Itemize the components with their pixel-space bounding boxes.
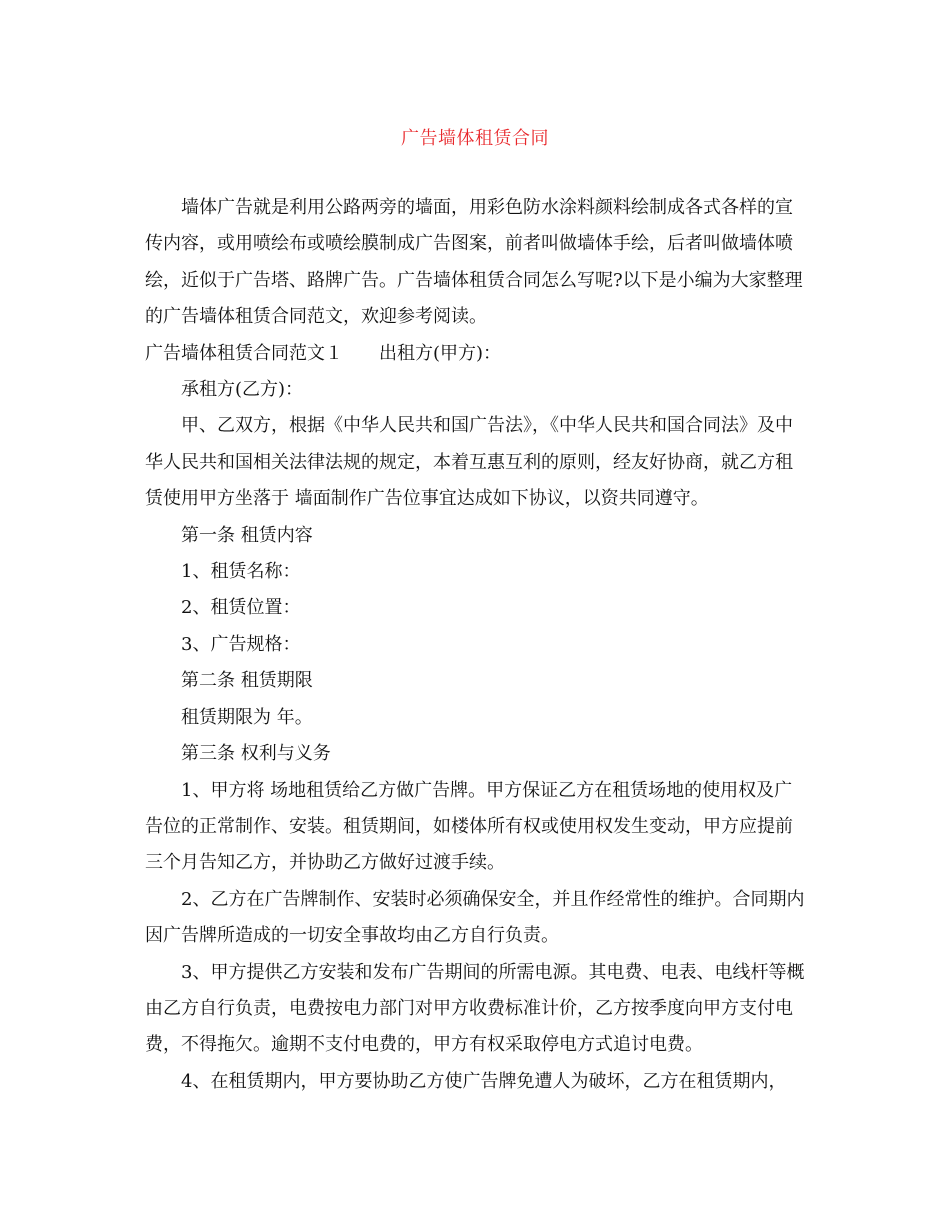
article-3-title: 第三条 权利与义务 bbox=[181, 743, 331, 765]
article-3-duty-1: 1、甲方将 场地租赁给乙方做广告牌。甲方保证乙方在租赁场地的使用权及广告位的正常制作、安装。租赁期间，如楼体所有权或使用权发生变动，甲方应提前三个月告知乙方，并协助乙方做好过渡手续。 bbox=[145, 779, 793, 874]
article-1-item-2: 2、租赁位置： bbox=[181, 597, 301, 619]
lessor-label: 出租方(甲方)： bbox=[379, 342, 502, 364]
document-body bbox=[145, 190, 810, 1100]
article-3-duty-3: 3、甲方提供乙方安装和发布广告期间的所需电源。其电费、电表、电线杆等概由乙方自行负责，电费按电力部门对甲方收费标准计价，乙方按季度向甲方支付电费，不得拖欠。逾期不支付电费的，甲方有权采取停电方式追讨电费。 bbox=[145, 961, 805, 1056]
document-title: 广告墙体租赁合同 bbox=[401, 128, 549, 149]
lessee-label: 承租方(乙方)： bbox=[181, 379, 304, 401]
sample-heading: 广告墙体租赁合同范文１ bbox=[145, 342, 343, 364]
article-1-item-1: 1、租赁名称： bbox=[181, 561, 301, 583]
intro-paragraph: 墙体广告就是利用公路两旁的墙面，用彩色防水涂料颜料绘制成各式各样的宣传内容，或用喷绘布或喷绘膜制成广告图案，前者叫做墙体手绘，后者叫做墙体喷绘，近似于广告塔、路牌广告。广告墙体租赁合同怎么写呢?以下是小编为大家整理的广告墙体租赁合同范文，欢迎参考阅读。 bbox=[145, 197, 803, 328]
article-2-term: 租赁期限为 年。 bbox=[181, 706, 313, 728]
article-1-title: 第一条 租赁内容 bbox=[181, 524, 313, 546]
sample-heading-line bbox=[145, 336, 810, 372]
article-3-duty-4: 4、在租赁期内，甲方要协助乙方使广告牌免遭人为破坏，乙方在租赁期内， bbox=[181, 1070, 787, 1092]
article-1-item-3: 3、广告规格： bbox=[181, 633, 301, 655]
preamble-paragraph: 甲、乙双方，根据《中华人民共和国广告法》，《中华人民共和国合同法》及中华人民共和国相关法律法规的规定，本着互惠互利的原则，经友好协商，就乙方租赁使用甲方坐落于 墙面制作广告位事宜达成如下协议，以资共同遵守。 bbox=[145, 415, 793, 510]
article-2-title: 第二条 租赁期限 bbox=[181, 670, 313, 692]
article-3-duty-2: 2、乙方在广告牌制作、安装时必须确保安全，并且作经常性的维护。合同期内因广告牌所造成的一切安全事故均由乙方自行负责。 bbox=[145, 888, 805, 947]
